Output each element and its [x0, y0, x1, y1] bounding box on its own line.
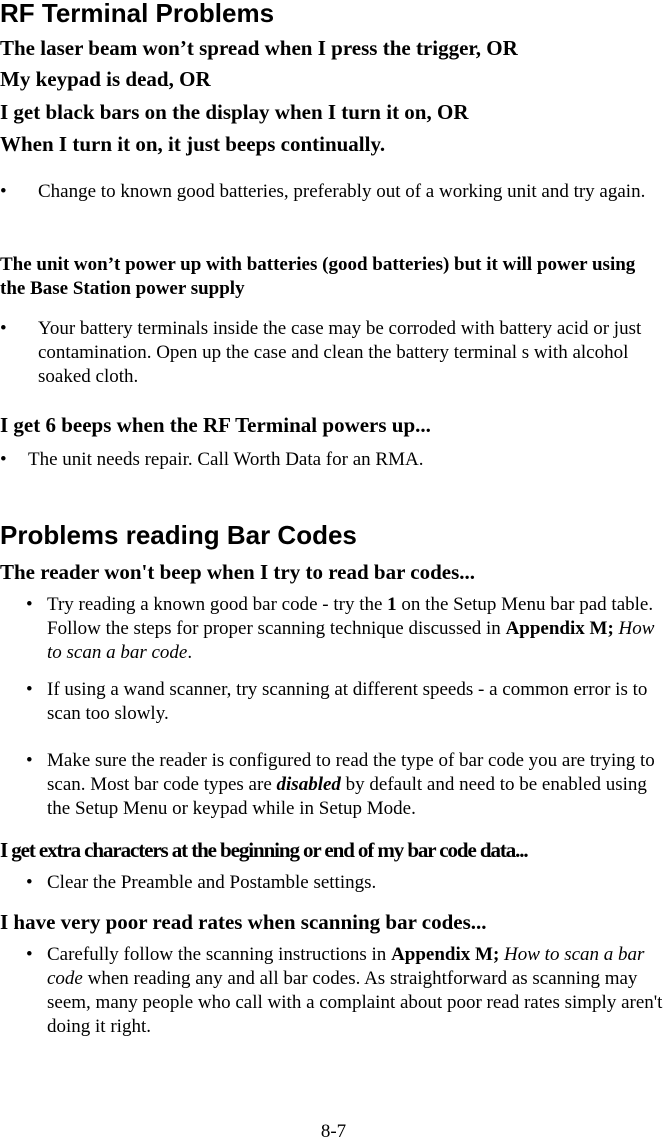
bullet-icon: •	[26, 944, 33, 965]
page-number: 8-7	[320, 1121, 347, 1142]
bullet-icon: •	[26, 594, 33, 615]
question-six-beeps: I get 6 beeps when the RF Terminal powers up...	[0, 413, 431, 437]
list-item: • Clear the Preamble and Postamble settings.	[26, 872, 377, 893]
list-item: • Your battery terminals inside the case may be corroded with battery acid or just contamination. Open up the case and clean the battery terminal s with alcohol soaked cloth.	[0, 318, 642, 387]
question-line-2: My keypad is dead, OR	[0, 67, 211, 91]
section-title-rf-terminal: RF Terminal Problems	[0, 0, 275, 28]
question-line-1: The laser beam won’t spread when I press the trigger, OR	[0, 36, 518, 60]
list-item: • Try reading a known good bar code - try the 1 on the Setup Menu bar pad table. Follow the steps for proper scanning technique discussed in Appendix M; How to scan a bar code.	[26, 594, 655, 663]
bullet-icon: •	[0, 318, 7, 339]
bullet-icon: •	[26, 872, 33, 893]
question-line-4: When I turn it on, it just beeps continually.	[0, 132, 386, 156]
list-item: • If using a wand scanner, try scanning at different speeds - a common error is to scan too slowly.	[26, 679, 648, 724]
list-item: • Carefully follow the scanning instructions in Appendix M; How to scan a bar code when reading any and all bar codes. As straightforward as scanning may seem, many people who call with a complaint about poor read rates simply aren't doing it right.	[26, 944, 663, 1037]
question-poor-read-rates: I have very poor read rates when scanning bar codes...	[0, 910, 487, 934]
bullet-icon: •	[0, 449, 7, 470]
question-extra-characters: I get extra characters at the beginning or end of my bar code data...	[0, 838, 528, 862]
question-power-up: The unit won’t power up with batteries (good batteries) but it will power using the Base Station power supply	[0, 254, 636, 299]
bullet-icon: •	[0, 181, 7, 202]
question-no-beep: The reader won't beep when I try to read bar codes...	[0, 560, 476, 584]
bullet-icon: •	[26, 750, 33, 771]
list-item: • Change to known good batteries, preferably out of a working unit and try again.	[0, 181, 646, 202]
list-item: • Make sure the reader is configured to read the type of bar code you are trying to scan. Most bar code types are disabled by default and need to be enabled using the Setup Menu or keypad while in Setup Mode.	[26, 750, 655, 819]
question-line-3: I get black bars on the display when I turn it on, OR	[0, 100, 469, 124]
bullet-icon: •	[26, 679, 33, 700]
list-item: • The unit needs repair. Call Worth Data for an RMA.	[0, 449, 424, 470]
section-title-bar-codes: Problems reading Bar Codes	[0, 520, 357, 550]
